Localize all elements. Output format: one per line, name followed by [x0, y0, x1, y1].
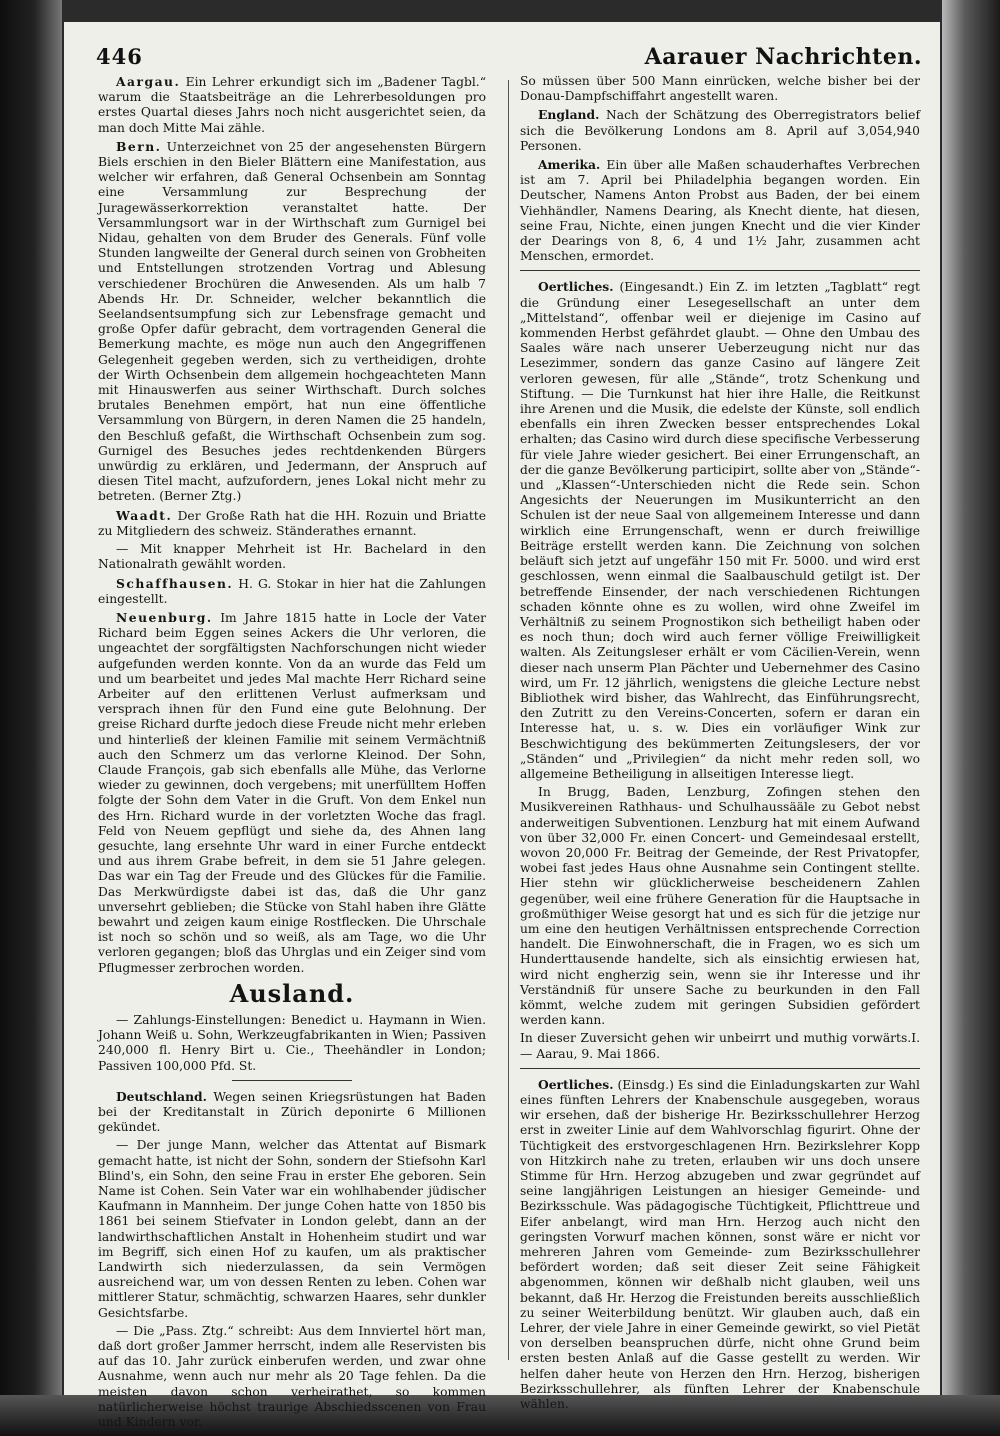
article-deutschland-3: — Die „Pass. Ztg.“ schreibt: Aus dem Innviertel hört man, daß dort großer Jammer herrscht, indem alle Reservisten bis auf das 10. Jahr zurück einberufen werden, und zwar ohne Ausnahme, wenn auch nur mehr als 20 Tage fehlen. Da die meisten davon schon verheirathet, so kommen natürlicherweise höchst traurige Abschiedsscenen von Frau und Kindern vor.: [98, 1323, 486, 1430]
column-divider: [508, 80, 509, 1360]
article-aargau: Aargau. Ein Lehrer erkundigt sich im „Badener Tagbl.“ warum die Staatsbeiträge an die Lehrerbesoldungen pro erstes Quartal dieses Jahrs noch nicht ausgerichtet seien, da man doch Mitte Mai zähle.: [98, 74, 486, 135]
left-column: [98, 74, 486, 1430]
article-oertliches-casino: Oertliches. (Eingesandt.) Ein Z. im letzten „Tagblatt“ regt die Gründung einer Lesegesellschaft an unter dem „Mittelstand“, offenbar weil er diejenige im Casino auf kommenden Herbst gefährdet glaubt. — Ohne den Umbau des Saales wäre nach unserer Ueberzeugung nicht nur das Lesezimmer, sondern das ganze Casino auf längere Zeit verloren gewesen, für alle „Stände“, trotz Schenkung und Stiftung. — Die Turnkunst hat hier ihre Halle, die Reitkunst ihre Arenen und die Musik, die edelste der Künste, soll endlich ebenfalls ein ihren Zwecken besser entsprechendes Lokal erhalten; das Casino wird durch diese specifische Verbesserung für viele Jahre wieder gesichert. Bei einer Errungenschaft, an der die ganze Bevölkerung participirt, sollte aber von „Stände“- und „Klassen“-Unterschieden nicht die Rede sein. Schon Angesichts der Neuerungen im Musikunterricht an den Schulen ist der neue Saal von allgemeinem Interesse und dann wirklich eine Errungenschaft, wenn er durch freiwillige Beiträge erstellt werden kann. Die Zeichnung von solchen beläuft sich jetzt auf ungefähr 150 mit Fr. 5000. und wird erst geschlossen, wenn einmal die Saalbauschuld getilgt ist. Der betreffende Einsender, der nach verschiedenen Richtungen schaden könnte ohne es zu wollen, wird ohne Zweifel im Verhältniß zu seinem Prognostikon sich betheiligt haben oder es noch thun; doch wird auch ferner völlige Freiwilligkeit walten. Als Zeitungsleser erhält er vom Cäcilien-Verein, wenn dieser nach unserm Plan Pächter und Uebernehmer des Casino wird, um Fr. 12 jährlich, wenigstens die gleiche Lecture nebst Bibliothek wird bisher, das Wahlrecht, das Einführungsrecht, den Zutritt zu den Vereins-Concerten, sofern er daran ein Interesse hat, u. s. w. Dies ein vorläufiger Wink zur Beschwichtigung des bekümmerten Zeitungslesers, der vor „Ständen“ und „Privilegien“ da nicht mehr reden soll, wo allgemeine Betheiligung in allseitigen Interesse liegt.: [520, 279, 920, 781]
source-citation: (Berner Ztg.): [159, 489, 242, 504]
page-header: [96, 44, 922, 74]
author-signature: I.: [911, 1031, 920, 1046]
right-column: [520, 74, 920, 1412]
article-zahlungs-einstellungen: — Zahlungs-Einstellungen: Benedict u. Haymann in Wien. Johann Weiß u. Sohn, Werkzeugfabrikanten in Wien; Passiven 240,000 fl. Henry Birt u. Cie., Theehändler in London; Passiven 100,000 Pfd. St.: [98, 1012, 486, 1073]
article-oertliches-lehrerwahl: Oertliches. (Einsdg.) Es sind die Einladungskarten zur Wahl eines fünften Lehrers der Knabenschule ausgegeben, woraus wir ersehen, daß der bisherige Hr. Bezirksschullehrer Herzog erst in zweiter Linie auf dem Wahlvorschlag figurirt. Ohne der Tüchtigkeit des erstvorgeschlagenen Hrn. Bezirkslehrer Kopp von Hitzkirch nahe zu treten, erlauben wir uns doch unsere Stimme für Hrn. Herzog abzugeben und zwar gegründet auf seine langjährigen Leistungen an hiesiger Gemeinde- und Bezirksschule. Was pädagogische Tüchtigkeit, Pflichttreue und Eifer anbelangt, wird man Hrn. Herzog auch nicht den geringsten Vorwurf machen können, sonst wäre er nicht vor mehreren Jahren vom Gemeinde- zum Bezirksschullehrer befördert worden; daß seit dieser Zeit seine Fähigkeit abgenommen, können wir deßhalb nicht glauben, weil uns bekannt, daß Hr. Herzog die Freistunden bereits ausschließlich zu seiner Weiterbildung benützt. Wir glauben auch, daß ein Lehrer, der viele Jahre in einer Gemeinde gewirkt, so viel Pietät von derselben beanspruchen dürfe, nicht ohne Grund beim ersten besten Anlaß auf die Gasse gestellt zu werden. Wir helfen daher heute von Herzen den Hrn. Herzog, bisherigen Bezirksschullehrer, als fünften Lehrer der Knabenschule wählen.: [520, 1076, 920, 1412]
article-neuenburg: Neuenburg. Im Jahre 1815 hatte in Locle der Vater Richard beim Eggen seines Ackers die Uhr verloren, die ungeachtet der sorgfältigsten Nachforschungen nicht wieder aufgefunden werden konnte. Von da an wurde das Feld um und um bearbeitet und jedes Mal machte Herr Richard seine Arbeiter auf den erlittenen Verlust aufmerksam und versprach ihnen für den Fund eine gute Belohnung. Der greise Richard durfte jedoch diese Freude nicht mehr erleben und hinterließ der kleinen Familie mit seinem Vermächtniß auch den Schmerz um das verlorne Kleinod. Der Sohn, Claude François, gab sich ebenfalls alle Mühe, das Verlorne wieder zu gewinnen, doch vergebens; mit unerfülltem Hoffen folgte der Sohn dem Vater in die Gruft. Von dem Enkel nun des Hrn. Richard wurde in der vorletzten Woche das fragl. Feld von Neuem gepflügt und siehe da, des Ahnen lang gesuchte, lang ersehnte Uhr ward in einer Furche entdeckt und aus ihrem Grabe befreit, in dem sie 51 Jahre gelegen. Das war ein Tag der Freude und des Glückes für die Familie. Das Merkwürdigste dabei ist das, daß die Uhr ganz unversehrt geblieben; die Stücke von Stahl haben ihre Glätte bewahrt und zeigen kaum einige Rostflecken. Die Uhrschale ist noch so schön und so weiß, als am Tage, wo die Uhr verloren gegangen; bloß das Uhrglas und ein Zeiger sind vom Pflugmesser zerbrochen worden.: [98, 609, 486, 975]
scan-frame-left: [0, 0, 62, 1436]
article-england: England. Nach der Schätzung des Oberregistrators belief sich die Bevölkerung Londons am 8. April auf 3,054,940 Personen.: [520, 107, 920, 153]
article-bern: Bern. Unterzeichnet von 25 der angesehensten Bürgern Biels erschien in den Bieler Blättern eine Manifestation, aus welcher wir erfahren, daß General Ochsenbein am Sonntag eine Versammlung zur Besprechung der Juragewässerkorrektion veranstaltet hatte. Der Versammlungsort war in der Wirthschaft zum Gurnigel bei Nidau, gehalten von dem Bruder des Generals. Fünf volle Stunden langweilte der General durch seinen von Grobheiten und Entstellungen strotzenden Vortrag und Ablesung verschiedener Brochüren die Anwesenden. Als um halb 7 Abends Hr. Dr. Schneider, welcher bekanntlich die Seelandsentsumpfung sich zur Lebensfrage gemacht und große Opfer dafür gebracht, dem vortragenden General die Bemerkung machte, es möge nun auch den Angegriffenen Gelegenheit gegeben werden, sich zu vertheidigen, drohte der Wirth Ochsenbein dem allgemein hochgeachteten Mann mit Hinauswerfen aus seiner Wirthschaft. Durch solches brutales Benehmen empört, hat nun eine öffentliche Versammlung von Bürgern, in deren Namen die 25 handeln, den Beschluß gefaßt, die Wirthschaft Ochsenbein zum sog. Gurnigel des Besuches jedes rechtdenkenden Bürgers unwürdig zu erklären, und Jedermann, der Anspruch auf diesen Titel macht, aufzufordern, jenes Lokal nicht mehr zu betreten. (Berner Ztg.): [98, 138, 486, 504]
separator-rule: [520, 270, 920, 271]
page-number: 446: [96, 44, 143, 69]
article-continued: So müssen über 500 Mann einrücken, welche bisher bei der Donau-Dampfschiffahrt angestellt waren.: [520, 74, 920, 104]
masthead-title: Aarauer Nachrichten.: [644, 44, 922, 70]
article-amerika: Amerika. Ein über alle Maßen schauderhaftes Verbrechen ist am 7. April bei Philadelphia begangen worden. Ein Deutscher, Namens Anton Probst aus Baden, der bei einem Viehhändler, Namens Dearing, als Knecht diente, hat diesen, seine Frau, Nichte, einen jungen Knecht und die vier Kinder der Dearings von 8, 6, 4 und 1½ Jahr, zusammen acht Menschen, ermordet.: [520, 157, 920, 264]
separator-rule: [520, 1068, 920, 1069]
article-deutschland-2: — Der junge Mann, welcher das Attentat auf Bismark gemacht hatte, ist nicht der Sohn, sondern der Stiefsohn Karl Blind's, ein Sohn, den seine Frau in erster Ehe geboren. Sein Name ist Cohen. Sein Vater war ein wohlhabender jüdischer Kaufmann in Mannheim. Der junge Cohen hatte von 1850 bis 1861 bei seinem Stiefvater in London gelebt, dann an der landwirthschaftlichen Anstalt in Hohenheim studirt und war im Begriff, sich einen Hof zu kaufen, um als praktischer Landwirth sich niederzulassen, da sein Vermögen ausreichend war, um von dessen Renten zu leben. Cohen war mittlerer Statur, schmächtig, schwarzen Haares, sehr dunkler Gesichtsfarbe.: [98, 1138, 486, 1320]
article-deutschland: Deutschland. Wegen seinen Kriegsrüstungen hat Baden bei der Kreditanstalt in Zürich deponirte 6 Millionen gekündet.: [98, 1088, 486, 1135]
article-waadt-2: — Mit knapper Mehrheit ist Hr. Bachelard in den Nationalrath gewählt worden.: [98, 542, 486, 572]
section-title-ausland: Ausland.: [229, 978, 355, 1008]
article-dateline: In dieser Zuversicht gehen wir unbeirrt und muthig vorwärts. — Aarau, 9. Mai 1866. I.: [520, 1031, 920, 1061]
article-waadt: Waadt. Der Große Rath hat die HH. Rozuin und Briatte zu Mitgliedern des schweiz. Ständerathes ernannt.: [98, 507, 486, 538]
separator-rule: [232, 1080, 352, 1081]
scan-frame-right: [942, 0, 1000, 1436]
article-schaffhausen: Schaffhausen. H. G. Stokar in hier hat die Zahlungen eingestellt.: [98, 575, 486, 606]
article-oertliches-casino-2: In Brugg, Baden, Lenzburg, Zofingen stehen den Musikvereinen Rathhaus- und Schulhaussääle zu Gebot nebst anderweitigen Subventionen. Lenzburg hat mit einem Aufwand von über 32,000 Fr. einen Concert- und Gemeindesaal erstellt, wovon 20,000 Fr. Beitrag der Gemeinde, der Rest Privatopfer, wobei fast jedes Haus ohne Ausnahme sein Contingent stellte. Hier stehn wir glücklicherweise bescheidenern Zahlen gegenüber, weil eine frühere Generation für die Hauptsache in großmüthiger Weise gesorgt hat und es sich für die jetzige nur um eine den heutigen Verhältnissen entsprechende Correction handelt. Die Einwohnerschaft, die in Fragen, wo es sich um Hunderttausende handelte, sich als einsichtig erwiesen hat, wird nicht engherzig sein, wenn sie ihr Interesse und ihr Verständniß für unsere Sache zu beurkunden in den Fall kömmt, welche zudem mit geringen Subsidien gefördert werden kann.: [520, 785, 920, 1028]
newspaper-page: [64, 22, 940, 1430]
